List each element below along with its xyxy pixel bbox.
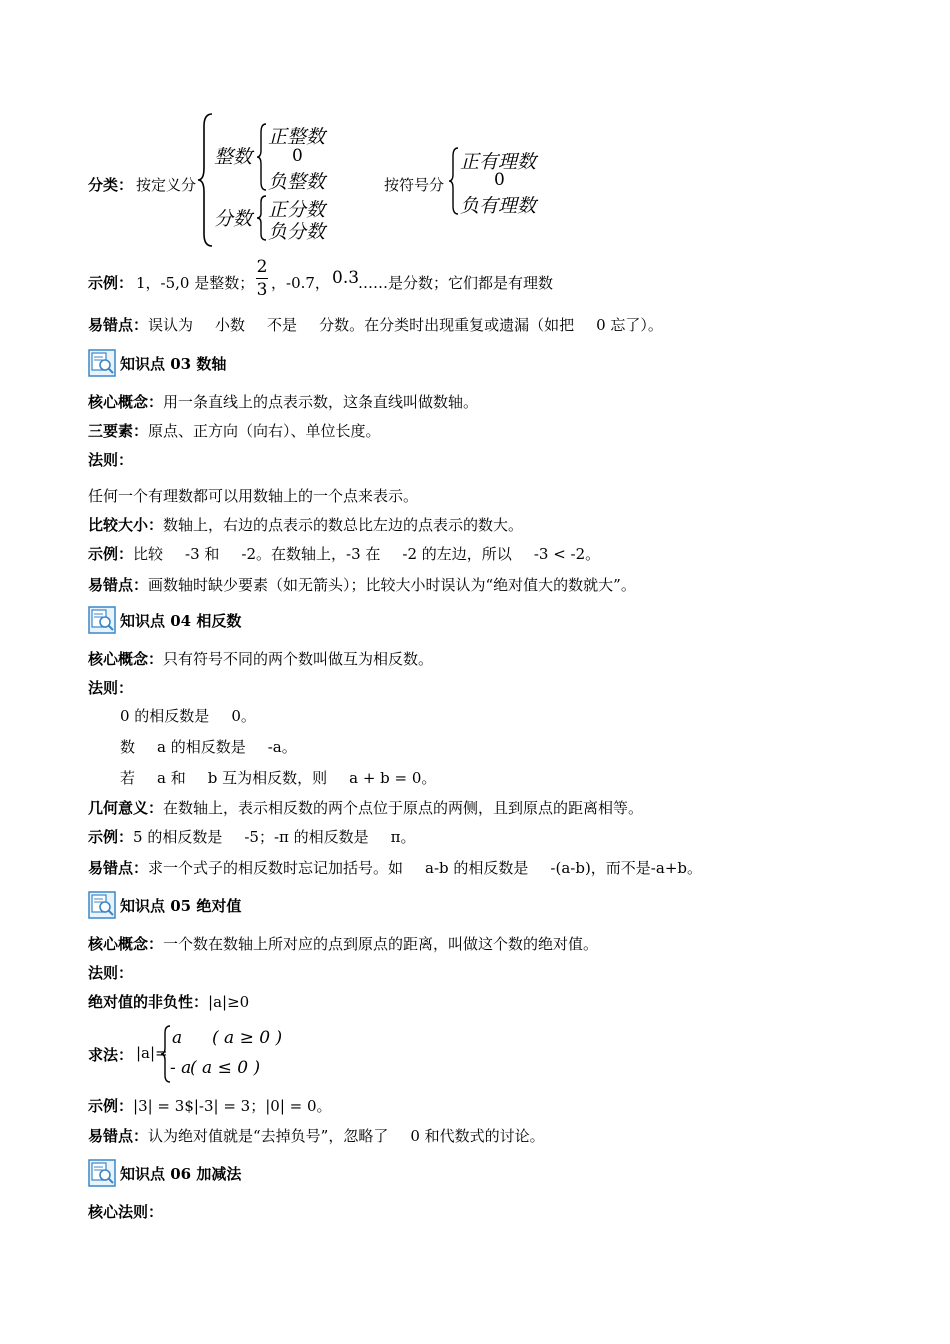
- mistake-label: 易错点：: [88, 576, 149, 594]
- rule-part: 0。: [231, 707, 256, 725]
- rule-part: b 互为相反数，则: [207, 769, 328, 787]
- example-part: 5 的相反数是: [133, 828, 223, 846]
- integer-brace-icon: [256, 122, 268, 192]
- rule-part: 若: [120, 769, 136, 787]
- example-part: -2。在数轴上，-3 在: [241, 545, 381, 563]
- example-part: π。: [390, 828, 416, 846]
- section-04-geometry: [88, 798, 643, 818]
- positive-rational: 正有理数: [460, 151, 537, 173]
- positive-integer: 正整数: [268, 126, 326, 148]
- three-elements-label: 三要素：: [88, 422, 149, 440]
- nonnegativity-label: 绝对值的非负性：: [88, 993, 209, 1011]
- section-04-mistake: [88, 858, 702, 878]
- compare-text: 数轴上，右边的点表示的数总比左边的点表示的数大。: [163, 516, 524, 534]
- section-06-title: 知识点 06 加减法: [120, 1164, 242, 1183]
- example-label: 示例：: [88, 828, 134, 846]
- method-lhs: |a|=: [136, 1044, 168, 1062]
- section-04-rule-label: [88, 678, 133, 698]
- mistake-part: 求一个式子的相反数时忘记加括号。如: [148, 859, 404, 877]
- core-text: 只有符号不同的两个数叫做互为相反数。: [163, 650, 434, 668]
- mistake-part: 认为绝对值就是“去掉负号”，忽略了: [148, 1127, 389, 1145]
- section-04-heading: [88, 605, 241, 635]
- section-04-rule-3: [120, 768, 436, 788]
- mistake-part: 分数。在分类时出现重复或遗漏（如把: [319, 316, 575, 334]
- knowledge-point-icon: [88, 349, 116, 377]
- section-04-core: [88, 649, 433, 669]
- rule-part: a 和: [157, 769, 186, 787]
- rule-part: a + b = 0。: [349, 769, 437, 787]
- core-text: 一个数在数轴上所对应的点到原点的距离，叫做这个数的绝对值。: [163, 935, 599, 953]
- section-04-example: [88, 827, 416, 847]
- section-03-three-elements: [88, 421, 381, 441]
- section-03-example: [88, 544, 600, 564]
- example-part: -2 的左边，所以: [402, 545, 512, 563]
- zero-integer: 0: [292, 146, 303, 166]
- positive-fraction: 正分数: [268, 199, 326, 221]
- section-03-mistake: [88, 575, 636, 595]
- by-definition-label: 按定义分: [136, 176, 197, 194]
- example-label: 示例：: [88, 1097, 134, 1115]
- example-part: -3 < -2。: [533, 545, 601, 563]
- geometry-text: 在数轴上，表示相反数的两个点位于原点的两侧，且到原点的距离相等。: [163, 799, 644, 817]
- case-2-expression: - a: [170, 1058, 192, 1078]
- section-05-title: 知识点 05 绝对值: [120, 896, 242, 915]
- example-part: 比较: [133, 545, 164, 563]
- example-text-2: ，-0.7，: [271, 274, 330, 292]
- rule-label: 法则：: [88, 964, 134, 982]
- fraction-label: 分数: [214, 208, 253, 230]
- mistake-part: a-b 的相反数是: [425, 859, 529, 877]
- repeating-decimal: 0.3: [332, 268, 360, 288]
- rule-label: 法则：: [88, 451, 134, 469]
- core-label: 核心概念：: [88, 935, 164, 953]
- core-label: 核心概念：: [88, 650, 164, 668]
- mistake-part: 0 和代数式的讨论。: [410, 1127, 545, 1145]
- negative-rational: 负有理数: [460, 195, 537, 217]
- rule-text: 任何一个有理数都可以用数轴上的一个点来表示。: [88, 487, 419, 505]
- integer-label: 整数: [214, 146, 253, 168]
- section-05-mistake: [88, 1126, 545, 1146]
- mistake-label: 易错点：: [88, 316, 149, 334]
- core-label: 核心概念：: [88, 393, 164, 411]
- section-03-compare: [88, 515, 523, 535]
- knowledge-point-icon: [88, 606, 116, 634]
- mistake-label: 易错点：: [88, 1127, 149, 1145]
- mistake-part: 小数: [215, 316, 246, 334]
- core-text: 用一条直线上的点表示数，这条直线叫做数轴。: [163, 393, 479, 411]
- case-1-condition: ( a ≥ 0 ): [212, 1028, 283, 1048]
- sign-brace-icon: [448, 146, 460, 216]
- example-text-1: 1，-5,0 是整数；: [136, 274, 255, 292]
- section-04-rule-2: [120, 737, 297, 757]
- mistake-part: 不是: [267, 316, 298, 334]
- mistake-label: 易错点：: [88, 859, 149, 877]
- example-part: -5；-π 的相反数是: [244, 828, 369, 846]
- compare-label: 比较大小：: [88, 516, 164, 534]
- example-text: |3| = 3$|-3| = 3；|0| = 0。: [133, 1097, 332, 1115]
- classification-label: 分类：: [88, 176, 134, 194]
- section-06-heading: [88, 1158, 241, 1188]
- section-05-heading: [88, 890, 241, 920]
- mistake-part: 0 忘了）。: [596, 316, 663, 334]
- section-05-rule-label: [88, 963, 133, 983]
- mistake-part: 误认为: [148, 316, 194, 334]
- section-03-heading: [88, 348, 226, 378]
- mistake-text: 画数轴时缺少要素（如无箭头）；比较大小时误认为“绝对值大的数就大”。: [148, 576, 636, 594]
- rule-part: 0 的相反数是: [120, 707, 210, 725]
- method-label: 求法：: [88, 1046, 134, 1064]
- rule-label: 法则：: [88, 679, 134, 697]
- section-05-core: [88, 934, 598, 954]
- section-03-rule-label: [88, 450, 133, 470]
- rule-part: 数: [120, 738, 136, 756]
- big-brace-icon: [196, 112, 216, 248]
- mistake-classify: [88, 315, 663, 335]
- example-label: 示例：: [88, 545, 134, 563]
- fraction-two-thirds: [256, 256, 268, 301]
- zero-rational: 0: [494, 170, 505, 190]
- geometry-label: 几何意义：: [88, 799, 164, 817]
- section-05-nonnegativity: [88, 992, 249, 1012]
- example-part: -3 和: [185, 545, 220, 563]
- section-04-rule-1: [120, 706, 256, 726]
- fraction-numerator: 2: [256, 257, 268, 277]
- mistake-part: -(a-b)，而不是-a+b。: [550, 859, 702, 877]
- case-1-expression: a: [172, 1028, 183, 1048]
- negative-fraction: 负分数: [268, 221, 326, 243]
- example-text-3: ……是分数；它们都是有理数: [358, 274, 554, 292]
- negative-integer: 负整数: [268, 171, 326, 193]
- three-elements-text: 原点、正方向（向右）、单位长度。: [148, 422, 381, 440]
- section-03-title: 知识点 03 数轴: [120, 354, 227, 373]
- section-04-title: 知识点 04 相反数: [120, 611, 242, 630]
- example-label: 示例：: [88, 274, 134, 292]
- fraction-brace-icon: [256, 194, 268, 242]
- rule-part: -a。: [267, 738, 297, 756]
- rule-part: a 的相反数是: [157, 738, 246, 756]
- section-03-rule-text: [88, 486, 418, 506]
- by-sign-label: 按符号分: [384, 176, 445, 194]
- knowledge-point-icon: [88, 1159, 116, 1187]
- section-05-example: [88, 1096, 332, 1116]
- nonnegativity-text: |a|≥0: [208, 993, 250, 1011]
- case-2-condition: ( a ≤ 0 ): [190, 1058, 261, 1078]
- fraction-denominator: 3: [256, 280, 268, 300]
- core-rule-label: 核心法则：: [88, 1203, 164, 1221]
- knowledge-point-icon: [88, 891, 116, 919]
- section-06-core-rule: [88, 1202, 163, 1222]
- section-03-core: [88, 392, 478, 412]
